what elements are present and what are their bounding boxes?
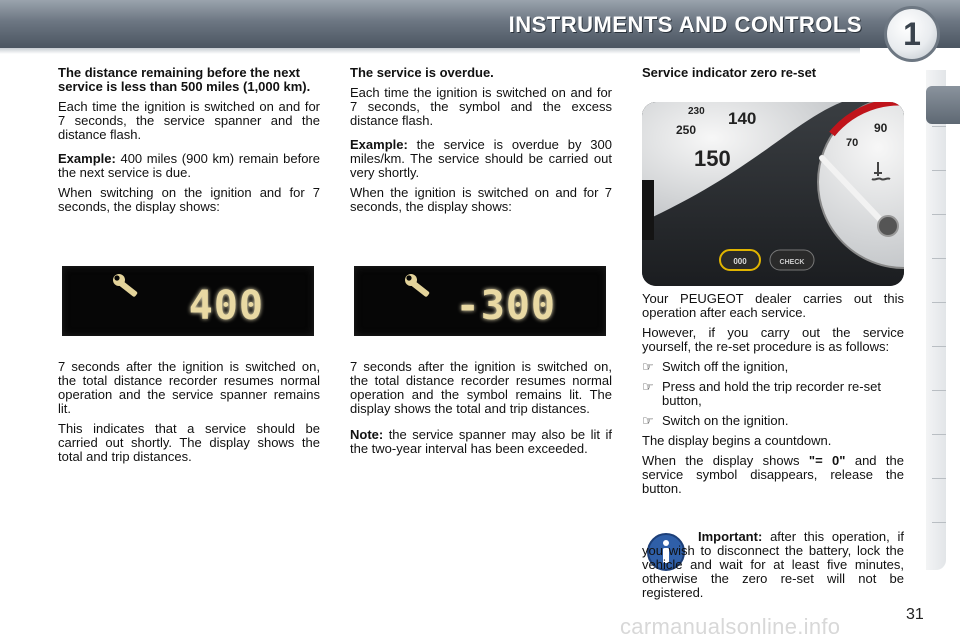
important-note bbox=[642, 530, 904, 600]
chapter-tab-strip bbox=[926, 70, 946, 570]
column-service-overdue bbox=[350, 66, 612, 220]
important-paragraph bbox=[642, 530, 904, 600]
important-text: after this operation, if you wish to disconnect the battery, lock the vehicle and wait for at least five minutes, otherwise the zero re-set will not be registered. bbox=[642, 529, 904, 600]
service-spanner-icon bbox=[402, 272, 436, 300]
paragraph: This indicates that a service should be carried out shortly. The display shows the total and trip distances. bbox=[58, 421, 320, 464]
note-text: the service spanner may also be lit if the two-year interval has been exceeded. bbox=[350, 427, 612, 456]
instrument-panel-photo bbox=[642, 102, 904, 286]
lcd-digits: 400 bbox=[188, 283, 264, 329]
paragraph: When switching on the ignition and for 7 seconds, the display shows: bbox=[58, 185, 320, 214]
example-label: Example: bbox=[58, 151, 116, 166]
paragraph: The display begins a countdown. bbox=[642, 433, 832, 448]
instrument-panel-illustration bbox=[642, 102, 904, 286]
column-zero-reset-text bbox=[642, 292, 904, 502]
paragraph: Each time the ignition is switched on and for 7 seconds, the service spanner and the distance flash. bbox=[58, 99, 320, 142]
example-label: Example: bbox=[350, 137, 408, 152]
example-text: 400 miles (900 km) remain before the next service is due. bbox=[58, 151, 320, 180]
section-heading: Service indicator zero re-set bbox=[642, 65, 817, 80]
paragraph: Each time the ignition is switched on and for 7 seconds, the symbol and the excess distance flash. bbox=[350, 85, 612, 128]
speed-label: 250 bbox=[676, 123, 697, 137]
paragraph: When the display shows "= 0" and the service symbol disappears, release the button. bbox=[642, 453, 904, 496]
column-distance-remaining bbox=[58, 66, 320, 220]
page-number: 31 bbox=[906, 606, 924, 623]
section-heading: The service is overdue. bbox=[350, 65, 494, 80]
lcd-display-400 bbox=[62, 266, 314, 336]
page-title: INSTRUMENTS AND CONTROLS bbox=[508, 12, 862, 37]
lcd-display-minus-300 bbox=[354, 266, 606, 336]
watermark: carmanualsonline.info bbox=[620, 614, 841, 639]
note-label: Note: bbox=[350, 427, 384, 442]
paragraph: However, if you carry out the service yourself, the re-set procedure is as follows: bbox=[642, 325, 904, 354]
important-label: Important: bbox=[698, 529, 763, 544]
bullet-item: ☞ Press and hold the trip recorder re-set button, bbox=[642, 379, 881, 408]
paragraph: When the ignition is switched on and for 7 seconds, the display shows: bbox=[350, 185, 612, 214]
chapter-number-badge: 1 bbox=[884, 6, 940, 62]
lcd-digits: -300 bbox=[455, 283, 556, 329]
section-heading: The distance remaining before the next service is less than 500 miles (1,000 km). bbox=[58, 65, 311, 94]
check-button-label: CHECK bbox=[779, 259, 805, 266]
note-paragraph bbox=[350, 428, 612, 456]
example-paragraph bbox=[350, 138, 612, 180]
hand-pointer-icon: ☞ bbox=[642, 413, 654, 428]
bullet-item: ☞ Switch on the ignition. bbox=[642, 413, 789, 428]
header-shadow bbox=[0, 48, 860, 54]
paragraph: 7 seconds after the ignition is switched on, the total distance recorder resumes normal operation and the symbol remains lit. The display shows the total and trip distances. bbox=[350, 359, 612, 416]
example-paragraph bbox=[58, 152, 320, 180]
column-zero-reset bbox=[642, 66, 904, 86]
speed-label: 140 bbox=[728, 109, 757, 128]
paragraph: Your PEUGEOT dealer carries out this operation after each service. bbox=[642, 291, 904, 320]
service-spanner-icon bbox=[110, 272, 144, 300]
speed-label: 150 bbox=[694, 146, 731, 171]
reset-button-label: 000 bbox=[733, 257, 747, 266]
bullet-item: ☞ Switch off the ignition, bbox=[642, 359, 789, 374]
hand-pointer-icon: ☞ bbox=[642, 379, 654, 394]
paragraph: 7 seconds after the ignition is switched on, the total distance recorder resumes normal operation and the service spanner remains lit. bbox=[58, 359, 320, 416]
column-distance-remaining-bottom bbox=[58, 360, 320, 470]
speed-label: 230 bbox=[688, 106, 705, 117]
example-text: the service is overdue by 300 miles/km. The service should be carried out very shortly. bbox=[350, 137, 612, 180]
hand-pointer-icon: ☞ bbox=[642, 359, 654, 374]
column-service-overdue-bottom bbox=[350, 360, 612, 462]
chapter-tab-active bbox=[926, 86, 960, 124]
gauge-label: 90 bbox=[874, 121, 888, 135]
gauge-label: 70 bbox=[846, 137, 859, 149]
